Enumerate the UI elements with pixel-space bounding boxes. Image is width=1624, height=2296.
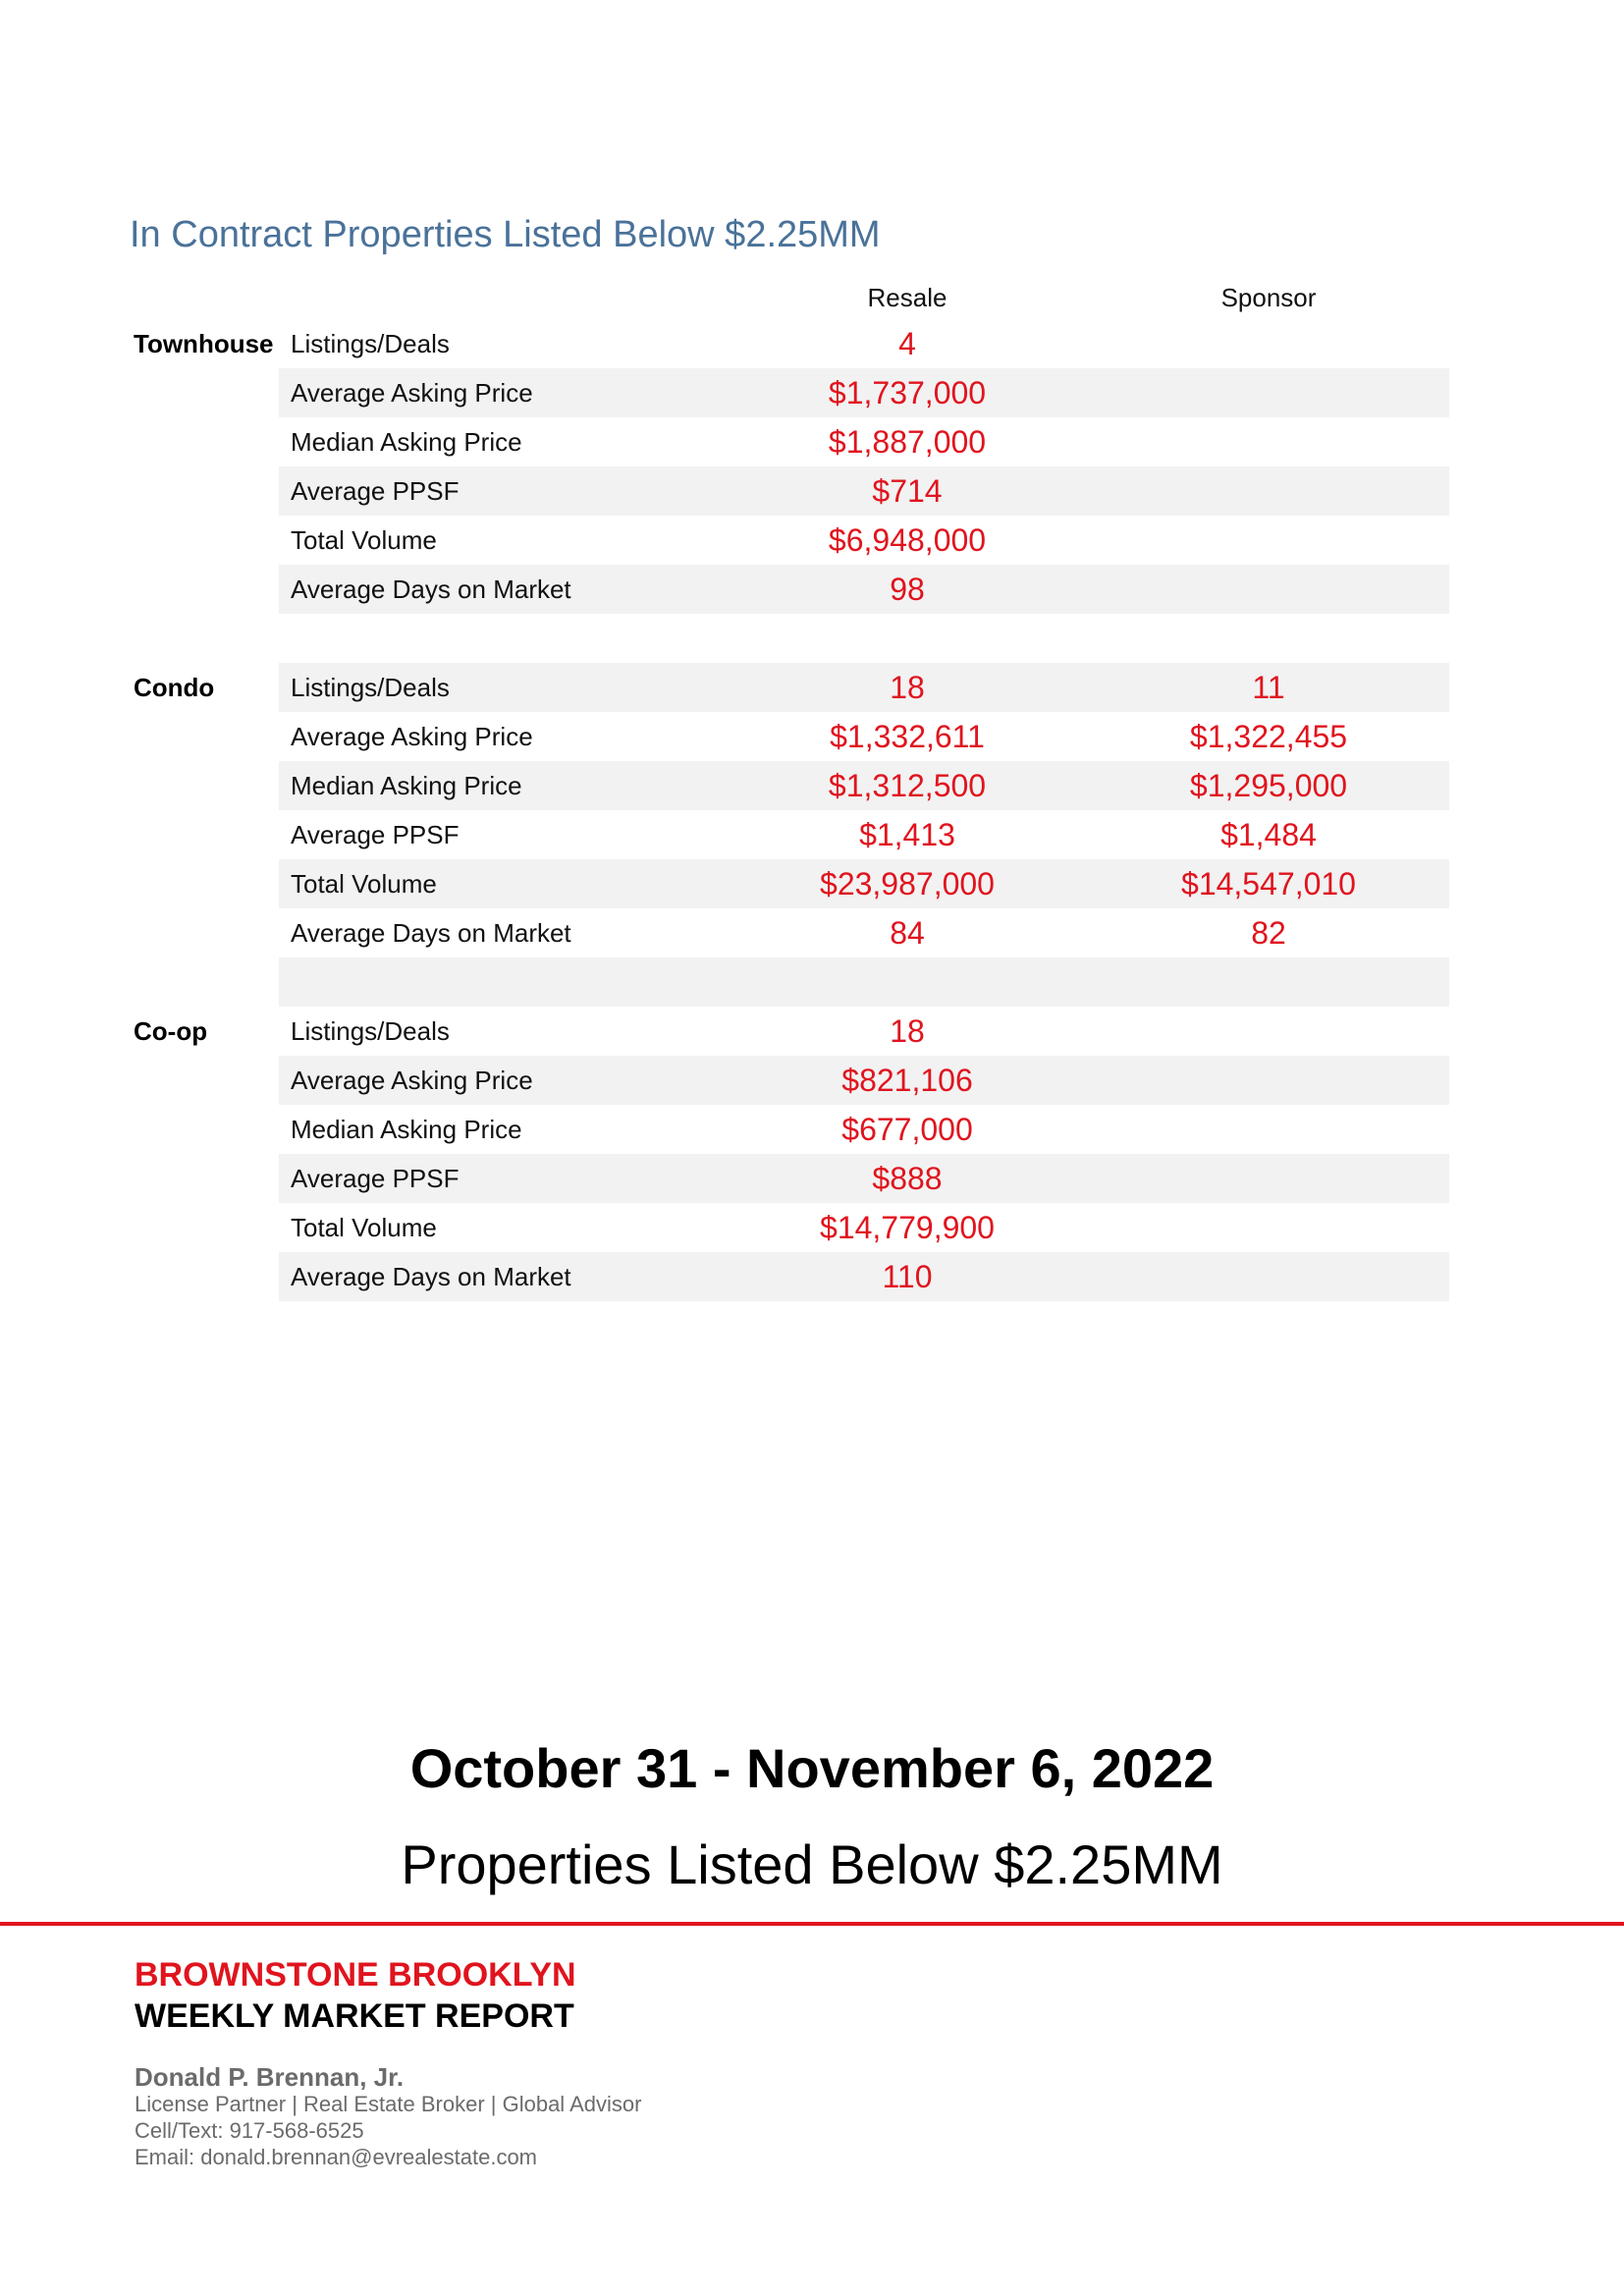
sponsor-value (1121, 368, 1416, 417)
metric-label: Average Asking Price (291, 378, 533, 408)
resale-value: $23,987,000 (820, 866, 995, 902)
metric-label: Total Volume (291, 869, 437, 899)
column-header-resale: Resale (867, 283, 947, 312)
sponsor-value (1121, 319, 1416, 368)
table-row (279, 565, 1449, 614)
table-row (279, 319, 1449, 368)
agent-email: Email: donald.brennan@evrealestate.com (135, 2145, 538, 2169)
brand-line-1: BROWNSTONE BROOKLYN (135, 1956, 576, 1994)
resale-value: $1,312,500 (828, 768, 987, 803)
sponsor-value (1121, 1252, 1416, 1301)
metric-label: Average PPSF (291, 476, 460, 506)
resale-value: $888 (872, 1161, 943, 1196)
sponsor-value (1121, 1105, 1416, 1154)
report-title: In Contract Properties Listed Below $2.25MM (130, 214, 881, 255)
resale-value: $677,000 (841, 1112, 973, 1147)
sponsor-value (1121, 516, 1416, 565)
metric-label: Total Volume (291, 1213, 437, 1242)
group-label-condo: Condo (134, 673, 215, 702)
metric-label: Median Asking Price (291, 1115, 522, 1144)
metric-label: Listings/Deals (291, 329, 450, 358)
metric-label: Average Days on Market (291, 918, 571, 948)
resale-value: 110 (882, 1259, 933, 1294)
group-label-townhouse: Townhouse (134, 329, 274, 358)
metric-label: Listings/Deals (291, 673, 450, 702)
resale-value: $1,332,611 (830, 719, 985, 754)
metric-label: Average Days on Market (291, 574, 571, 604)
resale-value: 18 (890, 670, 925, 705)
resale-value: $1,887,000 (828, 424, 987, 460)
sponsor-value (1121, 417, 1416, 466)
report-week: October 31 - November 6, 2022 (409, 1737, 1215, 1799)
resale-value: $14,779,900 (820, 1210, 995, 1245)
table-row (279, 859, 1449, 908)
sponsor-value: $1,295,000 (1189, 768, 1348, 803)
column-header-sponsor: Sponsor (1220, 283, 1317, 312)
table-row (279, 1105, 1449, 1154)
resale-value: $1,413 (859, 817, 955, 852)
table-row (279, 466, 1449, 516)
table-row (279, 368, 1449, 417)
resale-value: 4 (898, 326, 916, 361)
brand-line-2: WEEKLY MARKET REPORT (135, 1997, 574, 2035)
spacer-row (279, 957, 1449, 1007)
resale-value: $1,737,000 (828, 375, 987, 410)
agent-phone: Cell/Text: 917-568-6525 (135, 2118, 364, 2143)
sponsor-value: 11 (1252, 670, 1285, 705)
table-row (279, 516, 1449, 565)
metric-label: Average PPSF (291, 1164, 460, 1193)
resale-value: $714 (872, 473, 943, 509)
table-row (279, 1056, 1449, 1105)
group-label-coop: Co-op (134, 1016, 208, 1046)
table-row (279, 1007, 1449, 1056)
metric-label: Average Asking Price (291, 1066, 533, 1095)
metric-label: Average PPSF (291, 820, 460, 849)
sponsor-value (1121, 1154, 1416, 1203)
sponsor-value (1121, 1007, 1416, 1056)
resale-value: 98 (890, 572, 925, 607)
sponsor-value: 82 (1251, 915, 1286, 951)
metric-label: Average Days on Market (291, 1262, 571, 1291)
resale-value: 84 (890, 915, 925, 951)
sponsor-value: $1,484 (1220, 817, 1317, 852)
table-row (279, 417, 1449, 466)
sponsor-value (1121, 565, 1416, 614)
resale-value: $821,106 (841, 1063, 973, 1098)
table-row (279, 761, 1449, 810)
table-row (279, 712, 1449, 761)
resale-value: 18 (890, 1013, 925, 1049)
metric-label: Total Volume (291, 525, 437, 555)
sponsor-value (1121, 1056, 1416, 1105)
sponsor-value (1121, 466, 1416, 516)
sponsor-value (1121, 1203, 1416, 1252)
table-row (279, 1203, 1449, 1252)
table-row (279, 1154, 1449, 1203)
table-row (279, 663, 1449, 712)
sponsor-value: $1,322,455 (1189, 719, 1348, 754)
metric-label: Median Asking Price (291, 427, 522, 457)
table-row (279, 908, 1449, 957)
metric-label: Median Asking Price (291, 771, 522, 800)
divider-rule (0, 1922, 1624, 1926)
report-subtitle: Properties Listed Below $2.25MM (401, 1833, 1223, 1895)
metric-label: Average Asking Price (291, 722, 533, 751)
table-row (279, 1252, 1449, 1301)
agent-name: Donald P. Brennan, Jr. (135, 2062, 405, 2092)
agent-title: License Partner | Real Estate Broker | Global Advisor (135, 2092, 642, 2116)
metric-label: Listings/Deals (291, 1016, 450, 1046)
resale-value: $6,948,000 (828, 522, 987, 558)
table-row (279, 810, 1449, 859)
sponsor-value: $14,547,010 (1181, 866, 1356, 902)
